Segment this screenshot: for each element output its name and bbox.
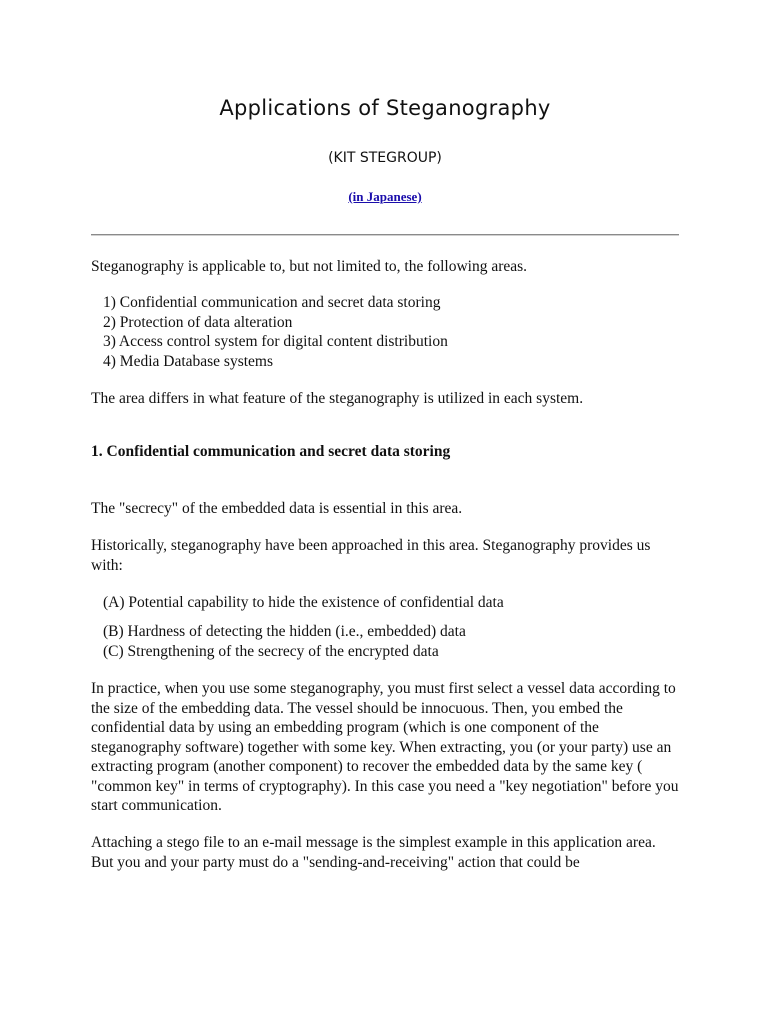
horizontal-divider (91, 234, 679, 236)
areas-list (103, 293, 679, 371)
japanese-version-link[interactable]: (in Japanese) (348, 189, 422, 204)
list-item: (B) Hardness of detecting the hidden (i.e., embedded) data (103, 623, 466, 640)
japanese-link-container (91, 189, 679, 205)
list-item: 2) Protection of data alteration (103, 313, 293, 331)
list-item: 1) Confidential communication and secret data storing (103, 294, 441, 311)
section-1-heading: 1. Confidential communication and secret data storing (91, 443, 451, 460)
page-title: Applications of Steganography (219, 96, 551, 120)
practice-paragraph: In practice, when you use some steganography, you must first select a vessel data according to the size of the embedding data. The vessel should be innocuous. Then, you embed the confidential data by using an embedding program (which is one component of the steganography software) together with some key. When extracting, you (or your party) use an extracting program (another component) to recover the embedded data by the same key ( "common key" in terms of cryptography). In this case you need a "key negotiation" before you start communication. (91, 680, 679, 814)
secrecy-paragraph: The "secrecy" of the embedded data is essential in this area. (91, 500, 463, 517)
capability-a-list (103, 593, 679, 613)
list-item: (A) Potential capability to hide the existence of confidential data (103, 594, 504, 611)
list-item: 4) Media Database systems (103, 352, 274, 370)
differs-paragraph: The area differs in what feature of the steganography is utilized in each system. (91, 390, 584, 407)
email-paragraph: Attaching a stego file to an e-mail message is the simplest example in this application area. But you and your party must do a "sending-and-receiving" action that could be (91, 834, 656, 871)
capability-bc-list (103, 622, 679, 661)
page-subtitle: (KIT STEGROUP) (328, 150, 442, 166)
history-paragraph: Historically, steganography have been approached in this area. Steganography provides us with: (91, 537, 651, 574)
list-item: 3) Access control system for digital content distribution (103, 333, 448, 351)
list-item: (C) Strengthening of the secrecy of the encrypted data (103, 642, 439, 660)
intro-paragraph: Steganography is applicable to, but not limited to, the following areas. (91, 258, 528, 275)
